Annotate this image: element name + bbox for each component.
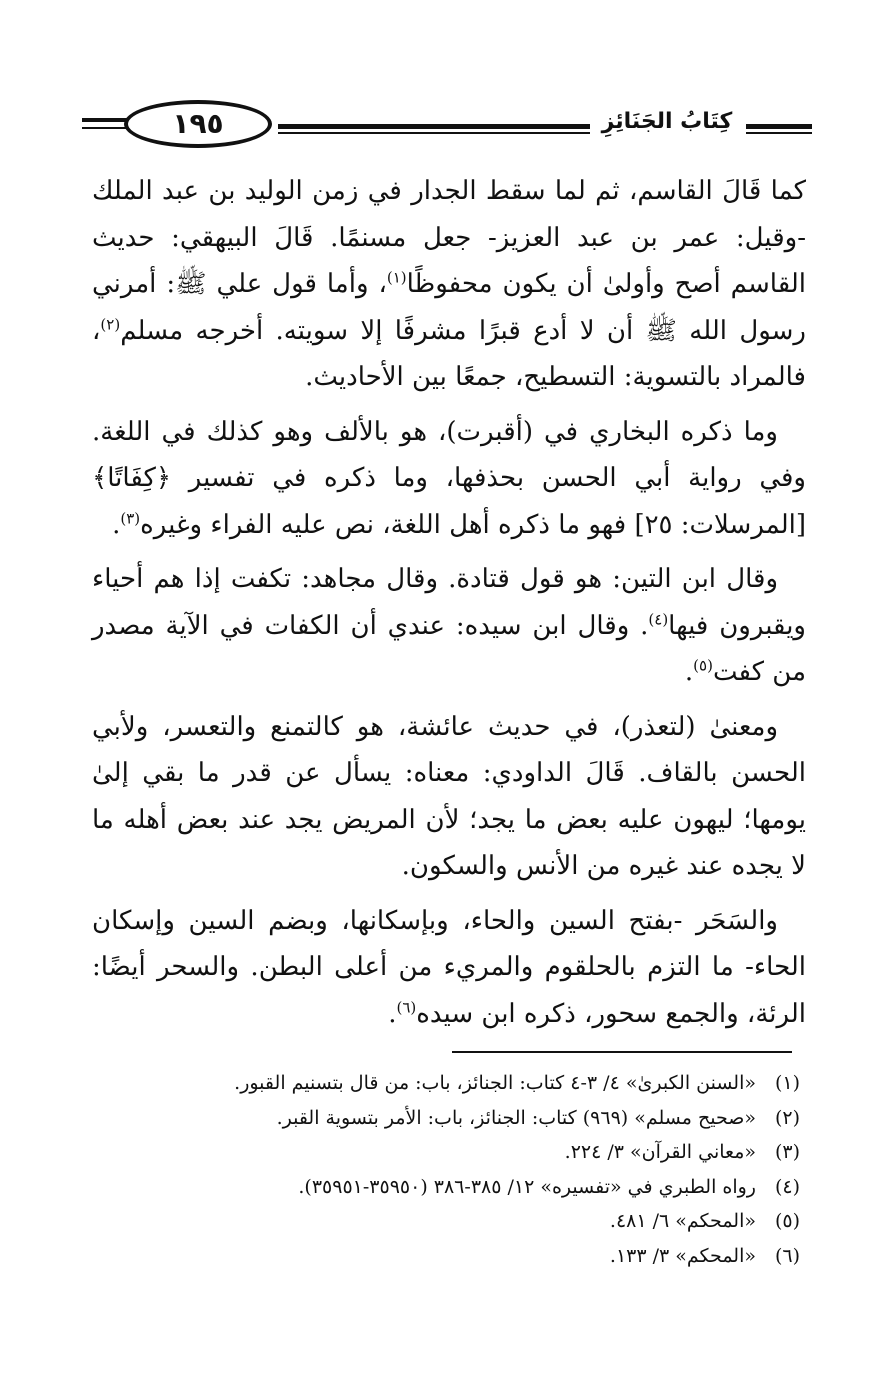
footnote-number: (٣) [774, 1141, 800, 1163]
footnote-ref: (٣) [120, 508, 141, 527]
paragraph: والسَحَر -بفتح السين والحاء، وبإسكانها، وبضم السين وإسكان الحاء- ما التزم بالحلقوم والمريء من أعلى البطن. والسحر أيضًا: الرئة، والجمع سحور، ذكره ابن سيده$^{(٦)}$. [92, 905, 806, 1029]
paragraph: وما ذكره البخاري في (أقبرت)، هو بالألف وهو كذلك في اللغة. وفي رواية أبي الحسن بحذفها، وما ذكره في تفسير ﴿كِفَاتًا﴾ [المرسلات: ٢٥] فهو ما ذكره أهل اللغة، نص عليه الفراء وغيره$^{(٣)}$. [92, 416, 806, 540]
footnote-item [110, 1135, 800, 1170]
running-title: كِتَابُ الجَنَائِزِ [601, 109, 733, 134]
footnote-ref: (٥) [693, 656, 713, 675]
header-rule-right [746, 124, 812, 136]
footnote-item [110, 1239, 800, 1274]
footnote-item [110, 1204, 800, 1239]
footnote-text: «المحكم» ٦/ ٤٨١. [609, 1210, 756, 1232]
footnote-text: «معاني القرآن» ٣/ ٢٢٤. [564, 1141, 756, 1163]
main-text [92, 168, 806, 1045]
paragraph: وقال ابن التين: هو قول قتادة. وقال مجاهد: تكفت إذا هم أحياء ويقبرون فيها$^{(٤)}$. وقال ابن سيده: عندي أن الكفات في الآية مصدر من كفت$^{(٥)}$. [92, 564, 806, 687]
footnote-separator [452, 1051, 792, 1053]
footnote-number: (٥) [774, 1210, 800, 1232]
footnote-item [110, 1066, 800, 1101]
page-number: ١٩٥ [124, 100, 272, 148]
header-rule-middle [278, 124, 590, 136]
footnotes [110, 1066, 800, 1273]
footnote-text: «المحكم» ٣/ ١٣٣. [609, 1244, 756, 1267]
footnote-number: (١) [774, 1072, 800, 1094]
footnote-ref: (٤) [648, 609, 669, 628]
paragraph: كما قَالَ القاسم، ثم لما سقط الجدار في زمن الوليد بن عبد الملك -وقيل: عمر بن عبد العزيز- جعل مسنمًا. قَالَ البيهقي: حديث القاسم أصح وأولىٰ أن يكون محفوظًا$^{(١)}$، وأما قول علي ﷺ: أمرني رسول الله ﷺ أن لا أدع قبرًا مشرفًا إلا سويته. أخرجه مسلم$^{(٢)}$، فالمراد بالتسوية: التسطيح، جمعًا بين الأحاديث. [92, 176, 806, 392]
footnote-number: (٢) [774, 1106, 800, 1129]
footnote-item [110, 1170, 800, 1205]
footnote-text: «السنن الكبرىٰ» ٤/ ٣-٤ كتاب: الجنائز، باب: من قال بتسنيم القبور. [234, 1072, 756, 1094]
footnote-text: رواه الطبري في «تفسيره» ١٢/ ٣٨٥-٣٨٦ (٣٥٩٥٠-٣٥٩٥١). [298, 1175, 756, 1198]
paragraph: ومعنىٰ (لتعذر)، في حديث عائشة، هو كالتمنع والتعسر، ولأبي الحسن بالقاف. قَالَ الداودي: معناه: يسأل عن قدر ما بقي إلىٰ يومها؛ ليهون عليه بعض ما يجد؛ لأن المريض يجد عند بعض أهله ما لا يجده عند غيره من الأنس والسكون. [92, 711, 806, 881]
footnote-item [110, 1101, 800, 1136]
page-header [82, 96, 812, 160]
footnote-text: «صحيح مسلم» (٩٦٩) كتاب: الجنائز، باب: الأمر بتسوية القبر. [276, 1106, 756, 1129]
footnote-number: (٤) [774, 1175, 800, 1198]
footnote-ref: (١) [386, 268, 407, 287]
footnote-ref: (٢) [100, 314, 121, 333]
footnote-number: (٦) [774, 1244, 800, 1267]
footnote-ref: (٦) [396, 997, 417, 1016]
